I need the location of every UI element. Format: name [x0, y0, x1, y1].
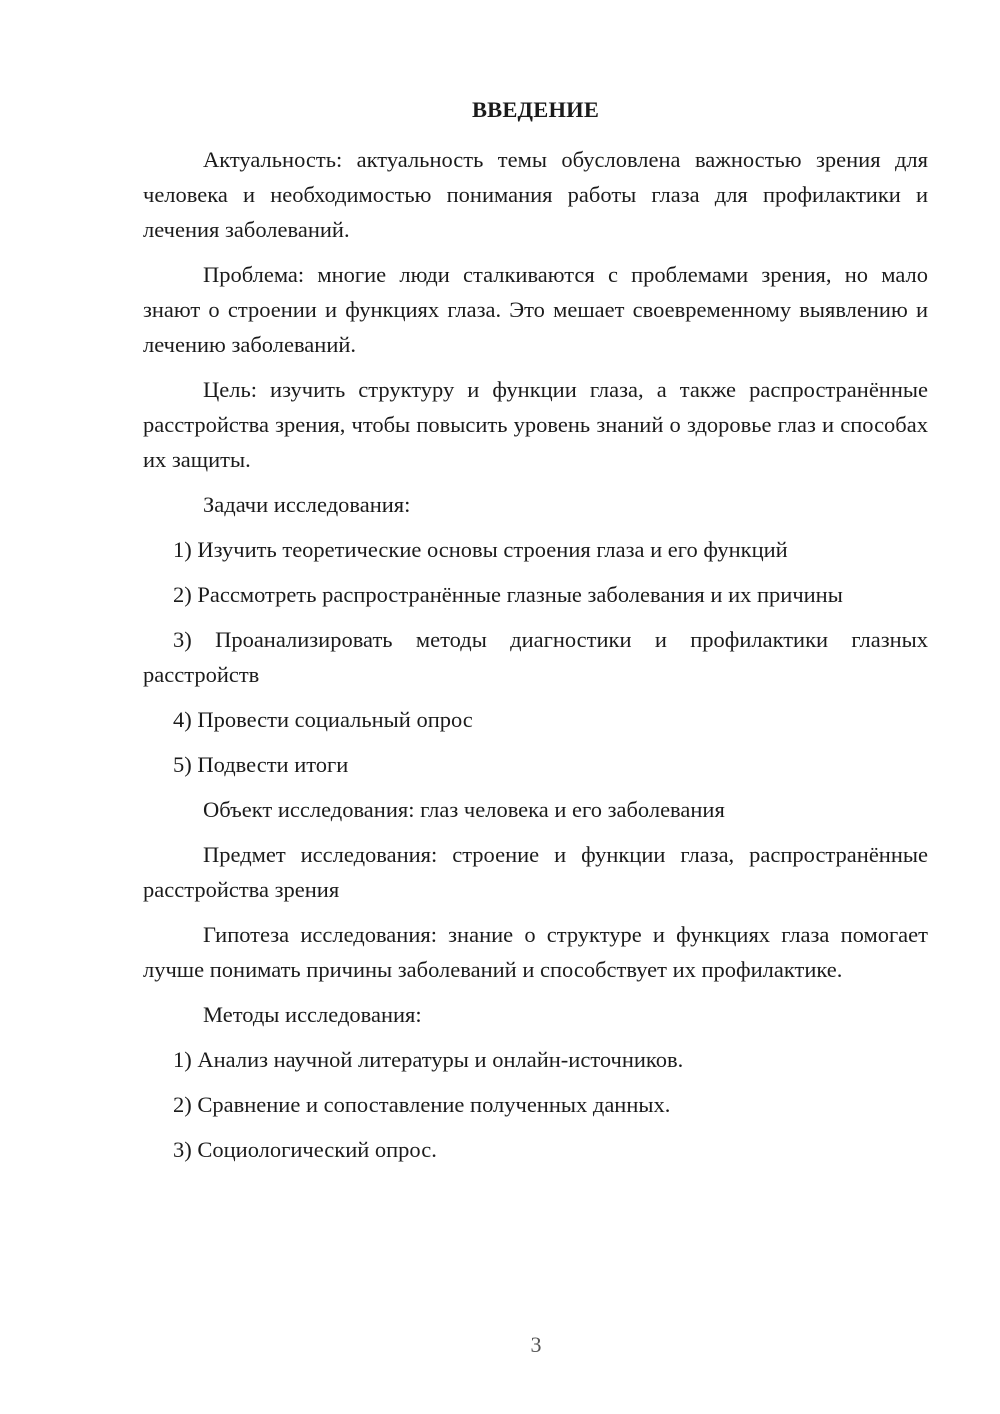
- subject-paragraph: Предмет исследования: строение и функции глаза, распространённые расстройства зрения: [143, 842, 928, 902]
- method-item: 1) Анализ научной литературы и онлайн-источников.: [173, 1047, 684, 1072]
- task-item: 3) Проанализировать методы диагностики и профилактики глазных расстройств: [143, 627, 928, 687]
- goal-paragraph: Цель: изучить структуру и функции глаза, а также распространённые расстройства зрения, чтобы повысить уровень знаний о здоровье глаз и способах их защиты.: [143, 377, 928, 472]
- relevance-paragraph: Актуальность: актуальность темы обусловлена важностью зрения для человека и необходимостью понимания работы глаза для профилактики и лечения заболеваний.: [143, 147, 928, 242]
- page-number: 3: [530, 1332, 542, 1357]
- methods-heading: Методы исследования:: [203, 1002, 422, 1027]
- task-item: 5) Подвести итоги: [173, 752, 349, 777]
- section-title: ВВЕДЕНИЕ: [471, 97, 600, 122]
- method-item: 2) Сравнение и сопоставление полученных данных.: [173, 1092, 671, 1117]
- method-item: 3) Социологический опрос.: [173, 1137, 437, 1162]
- task-item: 4) Провести социальный опрос: [173, 707, 473, 732]
- task-item: 1) Изучить теоретические основы строения глаза и его функций: [173, 537, 788, 562]
- tasks-heading: Задачи исследования:: [203, 492, 411, 517]
- object-paragraph: Объект исследования: глаз человека и его заболевания: [203, 797, 725, 822]
- hypothesis-paragraph: Гипотеза исследования: знание о структуре и функциях глаза помогает лучше понимать причины заболеваний и способствует их профилактике.: [143, 922, 928, 982]
- task-item: 2) Рассмотреть распространённые глазные заболевания и их причины: [173, 582, 843, 607]
- page-content: [143, 92, 928, 1177]
- problem-paragraph: Проблема: многие люди сталкиваются с проблемами зрения, но мало знают о строении и функциях глаза. Это мешает своевременному выявлению и лечению заболеваний.: [143, 262, 928, 357]
